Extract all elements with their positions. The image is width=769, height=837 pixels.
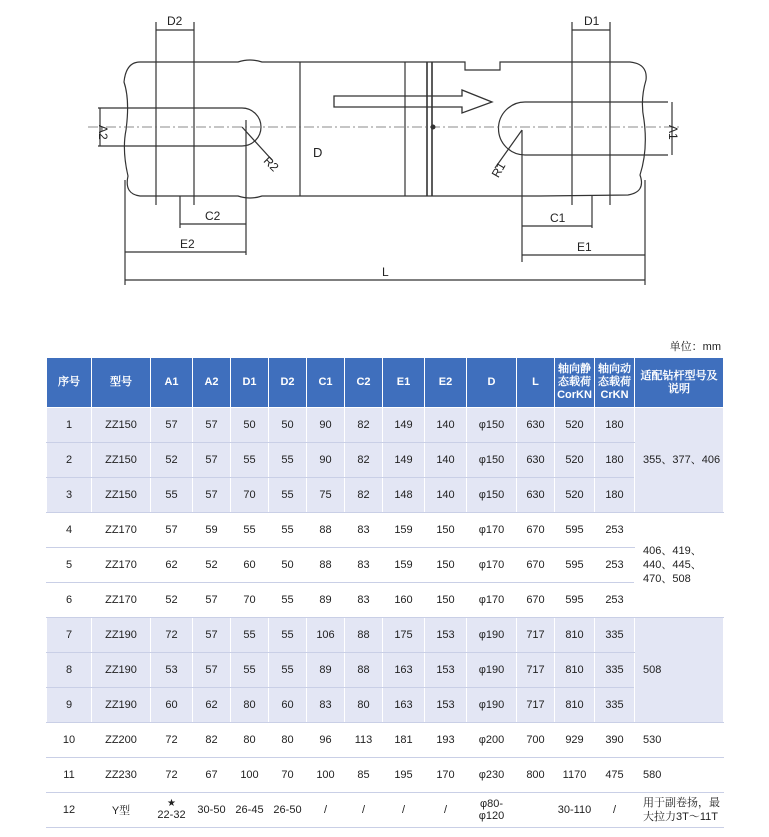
cell-cr: 335 <box>595 688 635 723</box>
label-d2: D2 <box>167 14 183 28</box>
cell-cr: 475 <box>595 758 635 793</box>
table-row <box>47 723 724 758</box>
cell-notes: 406、419、440、445、470、508 <box>635 513 724 618</box>
cell-c1: 89 <box>307 583 345 618</box>
cell-c1: 88 <box>307 513 345 548</box>
cell-cor: 810 <box>555 653 595 688</box>
cell-d2: 80 <box>269 723 307 758</box>
cell-cr: / <box>595 793 635 828</box>
cell-d: φ170 <box>467 548 517 583</box>
cell-a1 <box>151 793 193 828</box>
table-row <box>47 478 724 513</box>
cell-d: φ170 <box>467 583 517 618</box>
cell-no: 8 <box>47 653 92 688</box>
cell-e1: 181 <box>383 723 425 758</box>
cell-d2: 55 <box>269 513 307 548</box>
cell-d2: 60 <box>269 688 307 723</box>
header-a2: A2 <box>193 358 231 408</box>
table-row <box>47 513 724 548</box>
cell-c1: 90 <box>307 408 345 443</box>
cell-cr: 253 <box>595 583 635 618</box>
table-row <box>47 653 724 688</box>
cell-a1: 57 <box>151 513 193 548</box>
cell-l: 670 <box>517 513 555 548</box>
cell-a1: 60 <box>151 688 193 723</box>
cell-a2: 57 <box>193 408 231 443</box>
cell-no: 10 <box>47 723 92 758</box>
cell-notes: 530 <box>635 723 724 758</box>
cell-d1: 55 <box>231 513 269 548</box>
cell-c2: 83 <box>345 548 383 583</box>
cell-a1: 52 <box>151 443 193 478</box>
cell-d: φ230 <box>467 758 517 793</box>
table-header-row <box>47 358 724 408</box>
cell-model: ZZ170 <box>92 513 151 548</box>
cell-d: φ200 <box>467 723 517 758</box>
cell-c2: 82 <box>345 443 383 478</box>
label-e2: E2 <box>180 237 195 251</box>
cell-no: 12 <box>47 793 92 828</box>
cell-d2: 55 <box>269 478 307 513</box>
swivel-technical-drawing <box>0 0 769 300</box>
label-d: D <box>313 145 323 160</box>
table-row <box>47 688 724 723</box>
cell-d1: 55 <box>231 443 269 478</box>
cell-c2: 85 <box>345 758 383 793</box>
cell-a1: 52 <box>151 583 193 618</box>
cell-a1: 55 <box>151 478 193 513</box>
cell-no: 5 <box>47 548 92 583</box>
cell-d2: 50 <box>269 408 307 443</box>
cell-model: Y型 <box>92 793 151 828</box>
direction-arrow <box>334 90 492 113</box>
cell-l: 670 <box>517 583 555 618</box>
label-r1: R1 <box>488 159 509 180</box>
table-row <box>47 443 724 478</box>
cell-d1: 55 <box>231 653 269 688</box>
cell-e2: 140 <box>425 443 467 478</box>
cell-cr: 390 <box>595 723 635 758</box>
table-row <box>47 758 724 793</box>
cell-a1: 72 <box>151 618 193 653</box>
cell-c1: 90 <box>307 443 345 478</box>
cell-d: φ190 <box>467 653 517 688</box>
spec-table <box>46 357 724 828</box>
cell-d1: 70 <box>231 583 269 618</box>
cell-c2: 88 <box>345 653 383 688</box>
header-l: L <box>517 358 555 408</box>
cell-model: ZZ170 <box>92 583 151 618</box>
cell-e2: 140 <box>425 478 467 513</box>
cell-e1: 163 <box>383 688 425 723</box>
cell-cr: 253 <box>595 513 635 548</box>
cell-d1: 100 <box>231 758 269 793</box>
cell-a2: 30-50 <box>193 793 231 828</box>
cell-l: 717 <box>517 688 555 723</box>
cell-e1: 163 <box>383 653 425 688</box>
cell-d2: 26-50 <box>269 793 307 828</box>
cell-c1: 88 <box>307 548 345 583</box>
header-a1: A1 <box>151 358 193 408</box>
swivel-body-outline <box>124 60 646 198</box>
cell-d2: 55 <box>269 583 307 618</box>
cell-e1: 195 <box>383 758 425 793</box>
cell-e2: 153 <box>425 688 467 723</box>
cell-c1: 83 <box>307 688 345 723</box>
cell-notes: 508 <box>635 618 724 723</box>
cell-e2: / <box>425 793 467 828</box>
cell-c2: / <box>345 793 383 828</box>
cell-no: 2 <box>47 443 92 478</box>
header-dynamic-load: 轴向动态载荷CrKN <box>595 358 635 408</box>
cell-cr: 335 <box>595 618 635 653</box>
label-c2: C2 <box>205 209 221 223</box>
header-e2: E2 <box>425 358 467 408</box>
cell-c2: 82 <box>345 408 383 443</box>
cell-d1: 70 <box>231 478 269 513</box>
cell-c2: 113 <box>345 723 383 758</box>
cell-model: ZZ190 <box>92 618 151 653</box>
cell-d1: 50 <box>231 408 269 443</box>
cell-a1-value: 22-32 <box>157 809 186 821</box>
cell-cor: 810 <box>555 618 595 653</box>
cell-e1: 175 <box>383 618 425 653</box>
cell-no: 4 <box>47 513 92 548</box>
cell-cor: 520 <box>555 443 595 478</box>
header-no: 序号 <box>47 358 92 408</box>
cell-a1: 72 <box>151 723 193 758</box>
cell-e2: 150 <box>425 548 467 583</box>
cell-a2: 52 <box>193 548 231 583</box>
header-c1: C1 <box>307 358 345 408</box>
cell-d2: 50 <box>269 548 307 583</box>
cell-a1: 57 <box>151 408 193 443</box>
header-d: D <box>467 358 517 408</box>
cell-cr: 180 <box>595 478 635 513</box>
cell-d1: 55 <box>231 618 269 653</box>
cell-a1: 53 <box>151 653 193 688</box>
cell-c2: 80 <box>345 688 383 723</box>
cell-model: ZZ150 <box>92 443 151 478</box>
cell-c1: / <box>307 793 345 828</box>
cell-l: 717 <box>517 653 555 688</box>
cell-e1: 149 <box>383 408 425 443</box>
cell-model: ZZ190 <box>92 688 151 723</box>
cell-c1: 96 <box>307 723 345 758</box>
cell-c1: 89 <box>307 653 345 688</box>
cell-e1: 159 <box>383 548 425 583</box>
label-r2: R2 <box>260 153 282 175</box>
table-row <box>47 548 724 583</box>
cell-no: 3 <box>47 478 92 513</box>
cell-no: 6 <box>47 583 92 618</box>
cell-model: ZZ190 <box>92 653 151 688</box>
cell-model: ZZ200 <box>92 723 151 758</box>
cell-c2: 83 <box>345 583 383 618</box>
header-c2: C2 <box>345 358 383 408</box>
cell-d1: 80 <box>231 688 269 723</box>
cell-a2: 59 <box>193 513 231 548</box>
cell-e2: 193 <box>425 723 467 758</box>
cell-cor: 595 <box>555 548 595 583</box>
cell-cor: 520 <box>555 478 595 513</box>
cell-d1: 80 <box>231 723 269 758</box>
cell-cor: 810 <box>555 688 595 723</box>
table-row <box>47 618 724 653</box>
cell-e2: 150 <box>425 513 467 548</box>
cell-e1: 160 <box>383 583 425 618</box>
cell-l: 630 <box>517 443 555 478</box>
cell-cor: 595 <box>555 583 595 618</box>
cell-a1: 62 <box>151 548 193 583</box>
cell-notes: 用于副卷扬，最大拉力3T～11T <box>635 793 724 828</box>
cell-d2: 55 <box>269 653 307 688</box>
unit-label: 单位：mm <box>669 341 721 353</box>
cell-e1: / <box>383 793 425 828</box>
cell-d: φ190 <box>467 618 517 653</box>
cell-l: 630 <box>517 478 555 513</box>
cell-l: 800 <box>517 758 555 793</box>
cell-e2: 150 <box>425 583 467 618</box>
label-e1: E1 <box>577 240 592 254</box>
cell-e1: 159 <box>383 513 425 548</box>
cell-notes: 580 <box>635 758 724 793</box>
cell-l: 700 <box>517 723 555 758</box>
cell-model: ZZ150 <box>92 478 151 513</box>
label-l: L <box>382 265 389 279</box>
cell-d: φ80-φ120 <box>467 793 517 828</box>
table-row <box>47 583 724 618</box>
cell-d: φ170 <box>467 513 517 548</box>
cell-cr: 180 <box>595 408 635 443</box>
label-a1: A1 <box>666 125 680 140</box>
cell-no: 11 <box>47 758 92 793</box>
cell-e2: 153 <box>425 653 467 688</box>
label-d1: D1 <box>584 14 600 28</box>
cell-a2: 82 <box>193 723 231 758</box>
cell-d: φ150 <box>467 408 517 443</box>
cell-c1: 100 <box>307 758 345 793</box>
header-d1: D1 <box>231 358 269 408</box>
cell-e1: 149 <box>383 443 425 478</box>
cell-a2: 62 <box>193 688 231 723</box>
cell-cor: 929 <box>555 723 595 758</box>
cell-l: 630 <box>517 408 555 443</box>
cell-a2: 67 <box>193 758 231 793</box>
cell-a2: 57 <box>193 443 231 478</box>
cell-c1: 75 <box>307 478 345 513</box>
cell-e1: 148 <box>383 478 425 513</box>
cell-e2: 170 <box>425 758 467 793</box>
cell-a2: 57 <box>193 618 231 653</box>
cell-c2: 83 <box>345 513 383 548</box>
cell-l: 670 <box>517 548 555 583</box>
cell-cor: 1170 <box>555 758 595 793</box>
cell-no: 7 <box>47 618 92 653</box>
cell-c2: 82 <box>345 478 383 513</box>
cell-a2: 57 <box>193 583 231 618</box>
cell-cr: 253 <box>595 548 635 583</box>
cell-l: 717 <box>517 618 555 653</box>
label-c1: C1 <box>550 211 566 225</box>
table-row <box>47 793 724 828</box>
header-static-load: 轴向静态载荷CorKN <box>555 358 595 408</box>
cell-a2: 57 <box>193 653 231 688</box>
header-d2: D2 <box>269 358 307 408</box>
cell-l <box>517 793 555 828</box>
cell-notes: 355、377、406 <box>635 408 724 513</box>
cell-d: φ190 <box>467 688 517 723</box>
cell-d2: 70 <box>269 758 307 793</box>
cell-d: φ150 <box>467 443 517 478</box>
cell-d: φ150 <box>467 478 517 513</box>
cell-d2: 55 <box>269 443 307 478</box>
cell-cr: 335 <box>595 653 635 688</box>
cell-model: ZZ170 <box>92 548 151 583</box>
cell-a1: 72 <box>151 758 193 793</box>
cell-cor: 520 <box>555 408 595 443</box>
cell-model: ZZ230 <box>92 758 151 793</box>
cell-d1: 26-45 <box>231 793 269 828</box>
cell-d1: 60 <box>231 548 269 583</box>
cell-e2: 140 <box>425 408 467 443</box>
cell-no: 1 <box>47 408 92 443</box>
cell-model: ZZ150 <box>92 408 151 443</box>
cell-no: 9 <box>47 688 92 723</box>
table-row <box>47 408 724 443</box>
cell-c2: 88 <box>345 618 383 653</box>
cell-cr: 180 <box>595 443 635 478</box>
header-notes: 适配钻杆型号及说明 <box>635 358 724 408</box>
cell-cor: 30-110 <box>555 793 595 828</box>
cell-cor: 595 <box>555 513 595 548</box>
header-model: 型号 <box>92 358 151 408</box>
cell-d2: 55 <box>269 618 307 653</box>
header-e1: E1 <box>383 358 425 408</box>
label-a2: A2 <box>96 125 110 140</box>
cell-a2: 57 <box>193 478 231 513</box>
cell-e2: 153 <box>425 618 467 653</box>
star-icon: ★ <box>167 798 176 809</box>
cell-c1: 106 <box>307 618 345 653</box>
